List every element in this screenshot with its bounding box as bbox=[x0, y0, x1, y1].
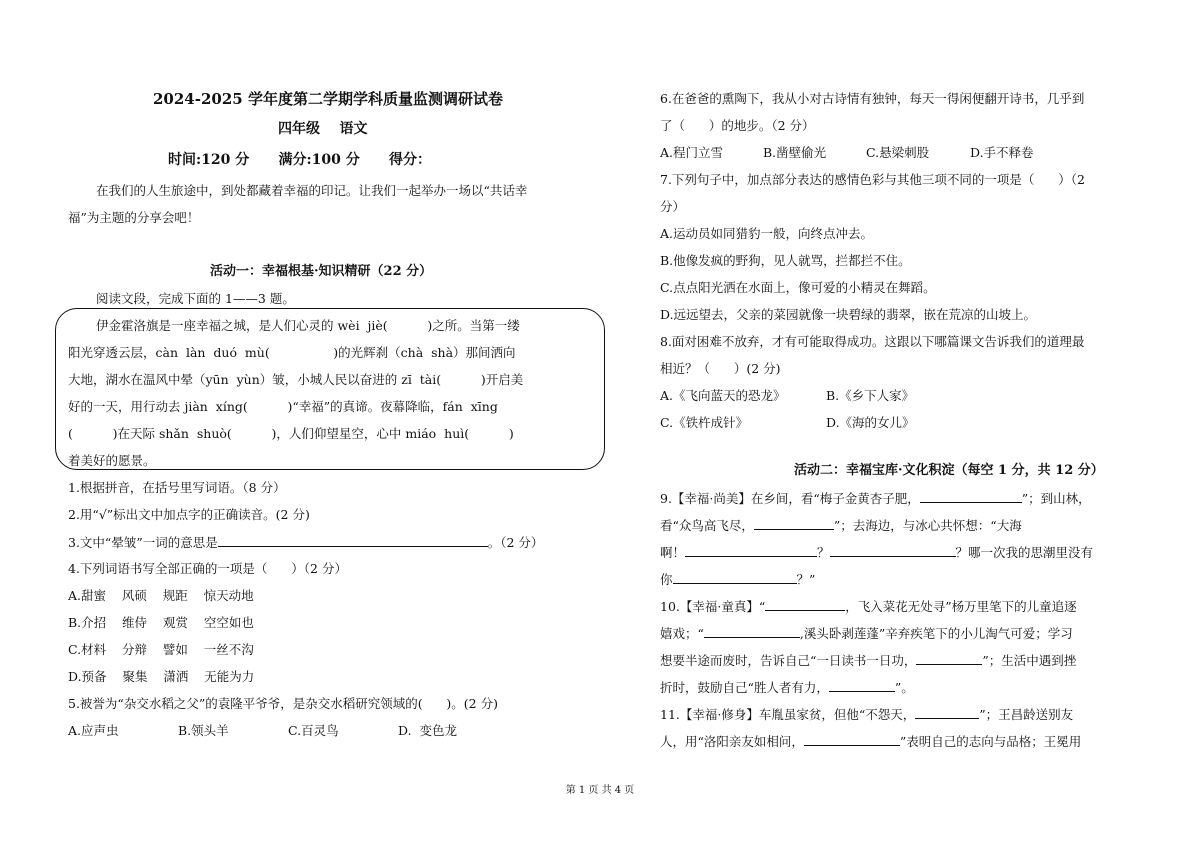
grade-subject: 四年级 语文 bbox=[278, 121, 368, 137]
q5-option-d: D. 变色龙 bbox=[398, 723, 457, 738]
answer-blank[interactable] bbox=[754, 516, 834, 530]
answer-blank[interactable] bbox=[685, 543, 817, 557]
q4-option-a: A.甜蜜 风硕 规距 惊天动地 bbox=[68, 588, 254, 603]
q9-text: ？哪一次我的思潮里没有 bbox=[955, 545, 1094, 560]
question-10-line-2 bbox=[660, 624, 1073, 643]
passage-line-6: 着美好的愿景。 bbox=[68, 453, 156, 468]
answer-blank[interactable] bbox=[218, 533, 488, 547]
q5-option-b: B.领头羊 bbox=[178, 723, 229, 738]
page-footer: 第 1 页 共 4 页 bbox=[565, 785, 635, 796]
question-8-line-2: 相近？（ ）(2 分) bbox=[660, 361, 781, 376]
q10-text: ,溪头卧剥莲蓬”辛弃疾笔下的小儿淘气可爱；学习 bbox=[799, 626, 1073, 641]
q10-text: ”。 bbox=[894, 680, 914, 695]
q10-text: ”；生活中遇到挫 bbox=[982, 653, 1077, 668]
answer-blank[interactable] bbox=[920, 489, 1022, 503]
question-4: 4.下列词语书写全部正确的一项是（ ）（2 分） bbox=[68, 561, 347, 576]
q6-option-c: C.悬梁刺股 bbox=[866, 145, 930, 160]
activity2-title: 活动二：幸福宝库·文化积淀（每空 1 分，共 12 分） bbox=[794, 463, 1104, 478]
question-9-line-1 bbox=[660, 489, 1091, 508]
time-full-score: 时间:120 分 满分:100 分 得分： bbox=[168, 152, 432, 168]
q9-text: ？” bbox=[796, 572, 816, 587]
q9-text: 看“众鸟高飞尽， bbox=[660, 518, 754, 533]
answer-blank[interactable] bbox=[704, 624, 800, 638]
answer-blank[interactable] bbox=[830, 543, 956, 557]
q11-text: 11.【幸福·修身】车胤虽家贫，但他“不怨天， bbox=[660, 707, 916, 722]
answer-blank[interactable] bbox=[673, 570, 797, 584]
q11-text: 人，用“洛阳亲友如相问， bbox=[660, 734, 804, 749]
q5-option-a: A.应声虫 bbox=[68, 723, 119, 738]
question-3-score: 。（2 分） bbox=[487, 535, 544, 550]
q8-option-c: C.《铁杵成针》 bbox=[660, 415, 749, 430]
q10-text: ，飞入菜花无处寻”杨万里笔下的儿童追逐 bbox=[845, 599, 1077, 614]
answer-blank[interactable] bbox=[804, 732, 900, 746]
q10-text: 想要半途而废时，告诉自己“一日读书一日功， bbox=[660, 653, 917, 668]
question-9-line-2 bbox=[660, 516, 1022, 535]
question-10-line-1 bbox=[660, 597, 1077, 616]
q5-option-c: C.百灵鸟 bbox=[288, 723, 339, 738]
q10-text: 10.【幸福·童真】“ bbox=[660, 599, 766, 614]
q4-option-c: C.材料 分辩 譬如 一丝不沟 bbox=[68, 642, 254, 657]
question-8-line-1: 8.面对困难不放弃，才有可能取得成功。这跟以下哪篇课文告诉我们的道理最 bbox=[660, 334, 1085, 349]
q10-text: 折时，鼓励自己“胜人者有力， bbox=[660, 680, 829, 695]
q9-text: 啊！ bbox=[660, 545, 686, 560]
q7-option-a: A.运动员如同猎豹一般，向终点冲去。 bbox=[660, 226, 874, 241]
answer-blank[interactable] bbox=[765, 597, 845, 611]
intro-line-2: 福”为主题的分享会吧！ bbox=[68, 210, 200, 225]
q9-text: 9.【幸福·尚美】在乡间，看“梅子金黄杏子肥， bbox=[660, 491, 920, 506]
q9-text: ”；去海边，与冰心共怀想：“大海 bbox=[833, 518, 1022, 533]
q6-option-a: A.程门立雪 bbox=[660, 145, 724, 160]
passage-line-5: ( )在天际 shǎn shuò( )，人们仰望星空，心中 miáo huì( ) bbox=[68, 426, 514, 441]
q9-text: ？ bbox=[817, 545, 830, 560]
question-7-line-2: 分） bbox=[660, 199, 686, 214]
passage-line-3: 大地，湖水在温风中晕（yūn yùn）皱，小城人民以奋进的 zī tài( )开启美 bbox=[68, 372, 524, 387]
question-5: 5.被誉为“杂交水稻之父”的袁隆平爷爷，是杂交水稻研究领域的( )。(2 分) bbox=[68, 696, 498, 711]
passage-instruction: 阅读文段，完成下面的 1——3 题。 bbox=[96, 291, 295, 306]
question-7-line-1: 7.下列句子中，加点部分表达的感情色彩与其他三项不同的一项是（ ）（2 bbox=[660, 172, 1085, 187]
intro-line-1: 在我们的人生旅途中，到处都藏着幸福的印记。让我们一起举办一场以“共话幸 bbox=[96, 183, 528, 198]
q7-option-c: C.点点阳光洒在水面上，像可爱的小精灵在舞蹈。 bbox=[660, 280, 936, 295]
q7-option-b: B.他像发疯的野狗，见人就骂，拦都拦不住。 bbox=[660, 253, 911, 268]
q11-text: ”；王昌龄送别友 bbox=[979, 707, 1074, 722]
q4-option-d: D.预备 聚集 潇洒 无能为力 bbox=[68, 669, 255, 684]
q6-option-d: D.手不释卷 bbox=[970, 145, 1034, 160]
question-10-line-4 bbox=[660, 678, 914, 697]
q8-option-a: A.《飞向蓝天的恐龙》 bbox=[660, 388, 786, 403]
passage-line-1: 伊金霍洛旗是一座幸福之城，是人们心灵的 wèi jiè( )之所。当第一缕 bbox=[96, 318, 520, 333]
q9-text: ”；到山林， bbox=[1021, 491, 1091, 506]
q8-option-d: D.《海的女儿》 bbox=[826, 415, 915, 430]
passage-frame bbox=[55, 308, 605, 470]
q8-option-b: B.《乡下人家》 bbox=[826, 388, 915, 403]
passage-line-2: 阳光穿透云层，càn làn duó mù( )的光辉刹（chà shà）那间洒向 bbox=[68, 345, 516, 360]
question-9-line-3 bbox=[660, 543, 1093, 562]
question-10-line-3 bbox=[660, 651, 1076, 670]
question-11-line-1 bbox=[660, 705, 1073, 724]
q4-option-b: B.介招 维侍 观赏 空空如也 bbox=[68, 615, 254, 630]
question-11-line-2 bbox=[660, 732, 1081, 751]
question-6-line-2: 了（ ）的地步。（2 分） bbox=[660, 118, 815, 133]
answer-blank[interactable] bbox=[915, 705, 979, 719]
question-6-line-1: 6.在爸爸的熏陶下，我从小对古诗情有独钟，每天一得闲便翻开诗书，几乎到 bbox=[660, 91, 1085, 106]
question-3 bbox=[68, 533, 543, 552]
q6-option-b: B.凿壁偷光 bbox=[763, 145, 827, 160]
q7-option-d: D.远远望去，父亲的菜园就像一块碧绿的翡翠，嵌在荒凉的山坡上。 bbox=[660, 307, 1037, 322]
question-1: 1.根据拼音，在括号里写词语。（8 分） bbox=[68, 480, 286, 495]
exam-title: 2024-2025 学年度第二学期学科质量监测调研试卷 bbox=[153, 90, 503, 108]
question-9-line-4 bbox=[660, 570, 815, 589]
passage-line-4: 好的一天，用行动去 jiàn xíng( )“幸福”的真谛。夜幕降临，fán xīng bbox=[68, 399, 498, 414]
question-2: 2.用“√”标出文中加点字的正确读音。(2 分) bbox=[68, 507, 310, 522]
activity1-title: 活动一：幸福根基·知识精研（22 分） bbox=[210, 264, 433, 279]
q11-text: ”表明自己的志向与品格；王冕用 bbox=[899, 734, 1082, 749]
q9-text: 你 bbox=[660, 572, 673, 587]
question-3-text: 3.文中“晕皱”一词的意思是 bbox=[68, 535, 218, 550]
answer-blank[interactable] bbox=[916, 651, 982, 665]
answer-blank[interactable] bbox=[829, 678, 895, 692]
q10-text: 嬉戏；“ bbox=[660, 626, 704, 641]
